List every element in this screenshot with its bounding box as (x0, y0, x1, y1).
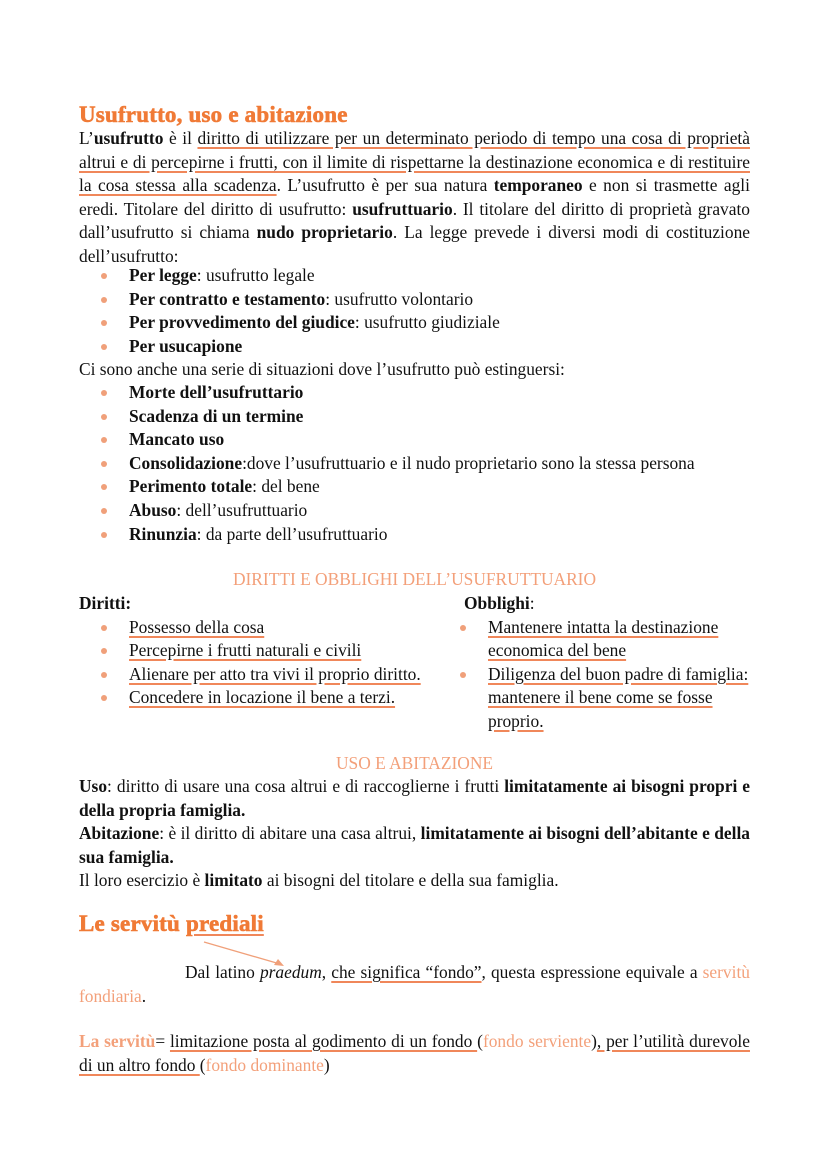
text-run: ) (591, 1031, 597, 1051)
list-item (79, 335, 750, 359)
diritti-list (79, 616, 449, 710)
bold-text: La servitù (79, 1031, 156, 1051)
text-run: Le servitù (79, 911, 186, 936)
list-item (79, 405, 750, 429)
list-item (79, 616, 449, 640)
text-run: . L’usufrutto è per sua natura (276, 175, 494, 196)
bold-text: limitatamente ai bisogni propri e della propria famiglia. (79, 776, 751, 820)
text-run: ( (199, 1054, 206, 1075)
text-run: L’ (79, 128, 94, 148)
list-item (79, 381, 750, 405)
text-run: , (321, 962, 332, 982)
bold-text: Uso (79, 776, 108, 796)
diritti-label: Diritti: (79, 593, 132, 613)
estinzione-intro: Ci sono anche una serie di situazioni dove l’usufrutto può estinguersi: (79, 359, 565, 379)
diritti-obblighi-heading: DIRITTI E OBBLIGHI DELL’USUFRUTTUARIO (232, 569, 597, 589)
servitu-definition (79, 1030, 750, 1077)
list-item (438, 616, 764, 663)
text-run: ) (323, 1054, 330, 1075)
text-run: : del bene (252, 476, 320, 497)
list-item (79, 288, 750, 312)
list-item (79, 499, 750, 523)
list-item (79, 663, 449, 687)
bold-text: Per usucapione (129, 335, 243, 356)
list-item (79, 686, 449, 710)
text-run: : diritto di usare una cosa altrui e di raccoglierne i frutti (107, 776, 505, 796)
text-run: :dove l’usufruttuario e il nudo proprietario sono la stessa persona (242, 452, 695, 473)
usufrutto-definition (79, 127, 750, 269)
diritti-column (79, 592, 449, 710)
text-run: , questa espressione equivale a (481, 962, 703, 982)
text-run: : dell’usufruttuario (176, 499, 308, 520)
section-title-servitu (79, 910, 750, 938)
bold-text: limitato (204, 870, 263, 890)
underlined-text: prediali (185, 911, 264, 936)
list-item (79, 523, 750, 547)
bold-text: usufruttuario (352, 198, 453, 219)
underlined-text: Concedere in locazione il bene a terzi. (129, 687, 396, 708)
underlined-text: diritto di utilizzare per un determinato periodo di tempo una cosa di proprietà altrui e di percepirne i frutti, con il limite di rispettarne la destinazione economica e di restituire la cosa stessa alla scadenza (79, 128, 750, 196)
list-item (438, 663, 764, 734)
bold-text: Abitazione (79, 823, 160, 843)
bold-text: Perimento totale (129, 476, 253, 497)
text-run: . (141, 985, 147, 1006)
bold-text: Abuso (129, 499, 177, 520)
obblighi-column (464, 592, 764, 734)
underlined-text: Possesso della cosa (129, 616, 265, 637)
bold-text: Per provvedimento del giudice (129, 312, 355, 333)
bold-text: nudo proprietario (256, 222, 393, 243)
esercizio-paragraph (79, 869, 750, 893)
text-run: : usufrutto legale (196, 265, 315, 285)
text-run: Il loro esercizio è (79, 870, 205, 890)
text-run: : usufrutto volontario (325, 288, 474, 309)
estinzione-list (79, 381, 750, 546)
obblighi-label: Obblighi (464, 593, 530, 613)
text-run: è il (163, 128, 198, 148)
praedum-paragraph (79, 961, 750, 1008)
underlined-text: che significa “fondo” (331, 962, 482, 982)
list-item (79, 264, 750, 288)
text-run: Dal latino (185, 962, 260, 982)
text-run: : da parte dell’usufruttuario (196, 523, 388, 544)
text-run: ( (477, 1031, 483, 1051)
text-run: : usufrutto giudiziale (354, 312, 500, 333)
bold-text: Mancato uso (129, 429, 225, 450)
text-run: Usufrutto, uso e abitazione (79, 102, 348, 127)
text-run: servitù fondiaria (79, 962, 750, 1006)
list-item (79, 311, 750, 335)
list-item (79, 428, 750, 452)
underlined-text: Percepirne i frutti naturali e civili (129, 640, 362, 661)
text-run: fondo dominante (205, 1054, 324, 1075)
text-run: = (155, 1031, 170, 1051)
obblighi-colon: : (529, 593, 535, 613)
underlined-text: limitazione posta al godimento di un fondo (169, 1031, 478, 1051)
bold-text: Scadenza di un termine (129, 405, 304, 426)
text-run: fondo serviente (482, 1031, 592, 1051)
underlined-text: , per l’utilità durevole di un altro fondo (79, 1031, 750, 1075)
text-run: . La legge prevede i diversi modi di costituzione dell’usufrutto: (79, 222, 750, 266)
modi-costituzione-list (79, 264, 750, 358)
obblighi-list (438, 616, 764, 734)
underlined-text: Diligenza del buon padre di famiglia: mantenere il bene come se fosse proprio. (488, 663, 749, 731)
list-item (79, 639, 449, 663)
list-item (79, 452, 750, 476)
uso-abitazione-heading: USO E ABITAZIONE (335, 753, 494, 773)
bold-text: Morte dell’usufruttario (129, 382, 304, 402)
text-run: : è il diritto di abitare una casa altrui, (159, 823, 421, 843)
bold-text: Rinunzia (129, 523, 197, 544)
bold-text: temporaneo (493, 175, 583, 196)
abitazione-paragraph (79, 822, 750, 869)
section-title-usufrutto (79, 101, 750, 129)
list-item (79, 475, 750, 499)
bold-text: Consolidazione (129, 452, 243, 473)
bold-text: limitatamente ai bisogni dell’abitante e della sua famiglia. (79, 823, 750, 867)
bold-text: usufrutto (93, 128, 164, 148)
text-run: praedum (259, 962, 322, 982)
underlined-text: Mantenere intatta la destinazione economica del bene (488, 616, 719, 661)
text-run: e non si trasmette agli eredi. Titolare del diritto di usufrutto: (79, 175, 750, 219)
underlined-text: Alienare per atto tra vivi il proprio diritto. (129, 663, 421, 684)
bold-text: Per legge (129, 265, 197, 285)
bold-text: Per contratto e testamento (129, 288, 326, 309)
uso-paragraph (79, 775, 750, 822)
text-run: ai bisogni del titolare e della sua famiglia. (262, 870, 559, 890)
text-run: . Il titolare del diritto di proprietà gravato dall’usufrutto si chiama (79, 198, 750, 243)
